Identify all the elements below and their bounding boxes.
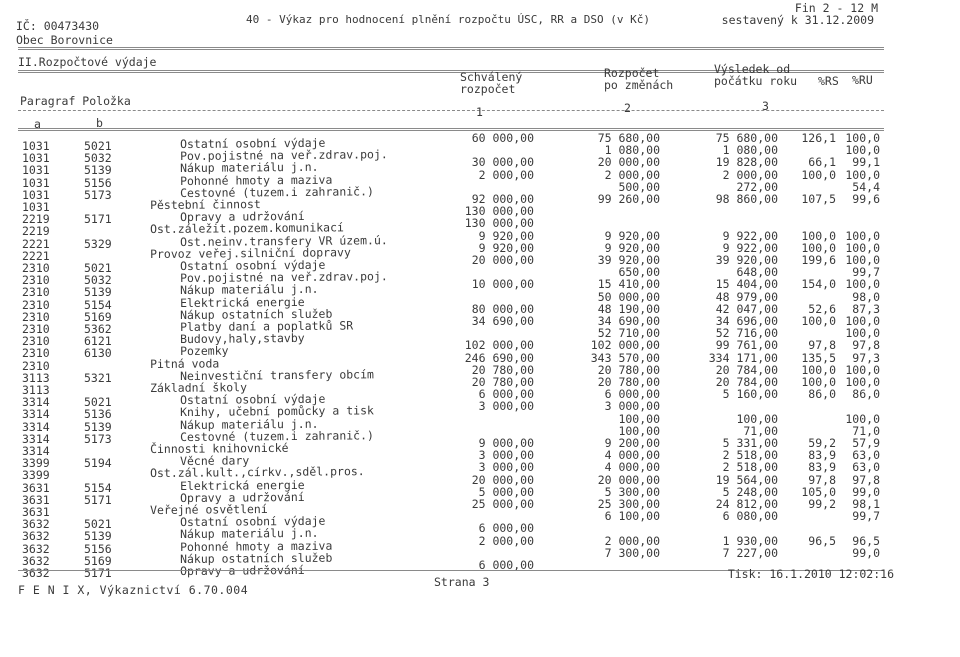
prs-cell: 100,0 [801,375,836,389]
vysledek-cell: 6 080,00 [722,509,778,524]
rozpocet-po-zmenach-cell: 100,00 [618,423,660,438]
pru-cell: 100,0 [845,167,880,182]
pru-cell: 99,6 [852,192,880,206]
polozka-cell: 5032 [84,273,112,288]
rozpocet-po-zmenach-cell: 9 920,00 [604,240,660,255]
polozka-cell: 5194 [84,456,112,471]
paragraf-cell: 2310 [22,346,50,361]
prs-cell: 96,5 [808,533,836,548]
polozka-cell: 6121 [84,334,112,349]
pru-cell: 63,0 [852,460,880,475]
rozpocet-po-zmenach-cell: 1 080,00 [604,143,660,158]
description-cell: Ost.neinv.transfery VR územ.ú. [179,232,388,249]
polozka-cell: 5021 [84,395,112,410]
pru-cell: 97,8 [852,472,880,487]
polozka-cell: 5032 [84,151,112,166]
pru-cell: 86,0 [852,387,880,402]
rozpocet-po-zmenach-cell: 15 410,00 [597,277,660,292]
schvaleny-cell: 9 920,00 [478,228,534,243]
page-number: Strana 3 [434,575,490,589]
prs-cell: 135,5 [801,350,836,365]
polozka-cell: 5154 [84,297,112,312]
col-rozpocet-2: po změnách [604,78,674,92]
pru-cell: 71,0 [852,423,880,438]
pru-cell: 98,1 [852,497,880,511]
prs-cell: 83,9 [808,460,836,475]
col-number-3: 3 [762,99,769,113]
col-rozpocet: Rozpočet [604,66,660,80]
schvaleny-cell: 2 000,00 [478,167,534,182]
prs-cell: 59,2 [808,436,836,450]
vysledek-cell: 5 248,00 [722,484,778,499]
pru-cell: 100,0 [845,253,880,267]
paragraf-cell: 1031 [22,139,50,153]
prs-cell: 107,5 [801,192,836,206]
paragraf-cell: 3632 [22,517,50,532]
description-cell: Ost.záležit.pozem.komunikací [149,220,344,237]
rozpocet-po-zmenach-cell: 2 000,00 [604,167,660,182]
description-cell: Elektrická energie [179,477,305,493]
vysledek-cell: 7 227,00 [722,545,778,560]
paragraf-cell: 3632 [22,566,50,580]
vysledek-cell: 98 860,00 [715,192,778,206]
vysledek-cell: 75 680,00 [715,131,778,145]
description-cell: Opravy a udržování [179,562,305,578]
description-cell: Neinvestiční transfery obcím [179,367,374,383]
pru-cell: 99,7 [852,509,880,524]
schvaleny-cell: 20 000,00 [471,472,534,487]
pru-cell: 100,0 [845,411,880,426]
paragraf-cell: 2310 [22,297,50,312]
prs-cell: 126,1 [801,131,836,145]
rozpocet-po-zmenach-cell: 500,00 [618,179,660,194]
software-version: F E N I X, Výkaznictví 6.70.004 [18,583,249,597]
polozka-cell: 5021 [84,517,112,532]
polozka-cell: 5156 [84,175,112,190]
polozka-cell: 5171 [84,566,112,580]
schvaleny-cell: 20 000,00 [471,253,534,267]
polozka-cell: 5021 [84,261,112,275]
rozpocet-po-zmenach-cell: 343 570,00 [590,350,660,365]
vysledek-cell: 19 564,00 [715,472,778,487]
schvaleny-cell: 6 000,00 [478,558,534,572]
polozka-cell: 5173 [84,187,112,202]
polozka-cell: 5171 [84,212,112,227]
col-paragraf-polozka: Paragraf Položka [20,94,131,108]
col-letter-a: a [34,117,41,131]
prs-cell: 97,8 [808,338,836,353]
pru-cell: 96,5 [852,533,880,548]
paragraf-cell: 3314 [22,407,50,422]
rozpocet-po-zmenach-cell: 20 000,00 [597,472,660,487]
vysledek-cell: 20 784,00 [715,375,778,389]
col-vysledek: Výsledek od [714,62,791,76]
rozpocet-po-zmenach-cell: 20 000,00 [597,155,660,170]
rozpocet-po-zmenach-cell: 48 190,00 [597,301,660,316]
vysledek-cell: 24 812,00 [715,497,778,511]
description-cell: Ostatní osobní výdaje [179,257,326,273]
schvaleny-cell: 60 000,00 [471,131,534,145]
polozka-cell: 5136 [84,407,112,422]
schvaleny-cell: 5 000,00 [478,484,534,499]
description-cell: Ostatní osobní výdaje [179,391,326,408]
polozka-cell: 5329 [84,236,112,251]
prs-cell: 52,6 [808,301,836,316]
vysledek-cell: 20 784,00 [715,362,778,377]
polozka-cell: 5139 [84,163,112,178]
vysledek-cell: 52 716,00 [715,326,778,341]
vysledek-cell: 9 922,00 [722,228,778,243]
pru-cell: 100,0 [845,240,880,255]
polozka-cell: 5321 [84,370,112,385]
rozpocet-po-zmenach-cell: 6 000,00 [604,387,660,402]
rozpocet-po-zmenach-cell: 9 200,00 [604,436,660,450]
polozka-cell: 5173 [84,431,112,446]
pru-cell: 100,0 [845,362,880,377]
vysledek-cell: 1 080,00 [722,143,778,158]
description-cell: Věcné dary [179,453,250,469]
pru-cell: 97,8 [852,338,880,353]
schvaleny-cell: 20 780,00 [471,362,534,377]
vysledek-cell: 42 047,00 [715,301,778,316]
col-schvaleny: Schválený [460,70,523,84]
vysledek-cell: 5 160,00 [722,387,778,402]
paragraf-cell: 1031 [22,151,50,166]
pru-cell: 54,4 [852,179,880,194]
rozpocet-po-zmenach-cell: 100,00 [618,411,660,426]
description-cell: Pitná voda [149,355,220,371]
pru-cell: 99,0 [852,484,880,499]
paragraf-cell: 2310 [22,273,50,288]
paragraf-cell: 3631 [22,492,50,507]
description-cell: Nákup materiálu j.n. [179,416,319,432]
prs-cell: 97,8 [808,472,836,487]
paragraf-cell: 2310 [22,285,50,300]
rozpocet-po-zmenach-cell: 2 000,00 [604,533,660,548]
description-cell: Pozemky [179,343,229,359]
rozpocet-po-zmenach-cell: 75 680,00 [597,131,660,145]
pru-cell: 57,9 [852,436,880,450]
vysledek-cell: 34 696,00 [715,314,778,328]
header-rule [18,47,884,50]
rozpocet-po-zmenach-cell: 6 100,00 [604,509,660,524]
schvaleny-cell: 102 000,00 [464,338,534,353]
paragraf-cell: 1031 [22,175,50,190]
prs-cell: 154,0 [801,277,836,292]
paragraf-cell: 1031 [22,187,50,202]
vysledek-cell: 5 331,00 [722,436,778,450]
rozpocet-po-zmenach-cell: 3 000,00 [604,399,660,414]
schvaleny-cell: 10 000,00 [471,277,534,292]
polozka-cell: 5169 [84,553,112,568]
pru-cell: 100,0 [845,277,880,292]
schvaleny-cell: 6 000,00 [478,521,534,536]
polozka-cell: 5139 [84,419,112,434]
paragraf-cell: 3314 [22,395,50,410]
ico: IČ: 00473430 [16,19,100,33]
description-cell: Nákup materiálu j.n. [179,282,319,298]
schvaleny-cell: 25 000,00 [471,497,534,511]
prs-cell: 100,0 [801,314,836,328]
paragraf-cell: 2310 [22,261,50,275]
schvaleny-cell: 34 690,00 [471,314,534,328]
polozka-cell: 5171 [84,492,112,507]
pru-cell: 100,0 [845,131,880,145]
pru-cell: 97,3 [852,350,880,365]
description-cell: Pohonné hmoty a maziva [179,538,333,554]
schvaleny-cell: 6 000,00 [478,387,534,402]
paragraf-cell: 3632 [22,553,50,568]
paragraf-cell: 2221 [22,236,50,251]
print-timestamp: Tisk: 16.1.2010 12:02:16 [727,567,894,581]
description-cell: Ostatní osobní výdaje [179,513,326,530]
pru-cell: 99,0 [852,545,880,560]
rozpocet-po-zmenach-cell: 20 780,00 [597,362,660,377]
description-cell: Cestovné (tuzem.i zahranič.) [179,184,374,200]
schvaleny-cell: 130 000,00 [464,216,534,231]
polozka-cell: 5156 [84,541,112,556]
paragraf-cell: 1031 [22,200,50,214]
rozpocet-po-zmenach-cell: 4 000,00 [604,448,660,463]
vysledek-cell: 9 922,00 [722,240,778,255]
description-cell: Nákup materiálu j.n. [179,526,319,542]
rozpocet-po-zmenach-cell: 102 000,00 [590,338,660,353]
column-header-rule [18,110,884,111]
col-pru: %RU [852,73,873,87]
paragraf-cell: 3113 [22,383,50,397]
paragraf-cell: 1031 [22,163,50,178]
vysledek-cell: 1 930,00 [722,533,778,548]
paragraf-cell: 2310 [22,334,50,349]
schvaleny-cell: 2 000,00 [478,533,534,548]
description-cell: Pěstební činnost [149,197,261,212]
col-number-1: 1 [476,105,483,119]
description-cell: Základní školy [149,380,248,395]
pru-cell: 100,0 [845,375,880,389]
vysledek-cell: 2 000,00 [722,167,778,182]
prs-cell: 66,1 [808,155,836,170]
polozka-cell: 5169 [84,309,112,324]
polozka-cell: 5139 [84,529,112,544]
section-title: II.Rozpočtové výdaje [18,55,157,69]
schvaleny-cell: 246 690,00 [464,350,534,365]
description-cell: Opravy a udržování [179,489,305,505]
rozpocet-po-zmenach-cell: 50 000,00 [597,289,660,304]
paragraf-cell: 3314 [22,444,50,458]
col-vysledek-2: počátku roku [714,74,798,88]
description-cell: Opravy a udržování [179,209,305,225]
schvaleny-cell: 3 000,00 [478,448,534,463]
prs-cell: 99,2 [808,497,836,511]
paragraf-cell: 3314 [22,431,50,446]
pru-cell: 100,0 [845,143,880,158]
pru-cell: 99,7 [852,265,880,280]
rozpocet-po-zmenach-cell: 5 300,00 [604,484,660,499]
prs-cell: 100,0 [801,167,836,182]
description-cell: Pov.pojistné na veř.zdrav.poj. [179,269,388,286]
pru-cell: 98,0 [852,289,880,304]
description-cell: Nákup materiálu j.n. [179,160,319,176]
description-cell: Nákup ostatních služeb [179,550,333,566]
paragraf-cell: 3631 [22,505,50,519]
prs-cell: 100,0 [801,362,836,377]
schvaleny-cell: 20 780,00 [471,375,534,389]
col-prs: %RS [818,74,839,88]
paragraf-cell: 3113 [22,370,50,385]
prs-cell: 105,0 [801,484,836,499]
prs-cell: 199,6 [801,253,836,267]
rozpocet-po-zmenach-cell: 52 710,00 [597,326,660,341]
description-cell: Pov.pojistné na veř.zdrav.poj. [179,147,388,164]
pru-cell: 99,1 [852,155,880,170]
organization-name: Obec Borovnice [16,33,113,47]
paragraf-cell: 2310 [22,322,50,336]
polozka-cell: 5154 [84,480,112,495]
paragraf-cell: 2221 [22,248,50,263]
paragraf-cell: 3631 [22,480,50,495]
description-cell: Budovy,haly,stavby [179,331,305,347]
paragraf-cell: 2219 [22,212,50,227]
schvaleny-cell: 9 920,00 [478,240,534,255]
schvaleny-cell: 130 000,00 [464,204,534,219]
description-cell: Provoz veřej.silniční dopravy [149,245,351,261]
schvaleny-cell: 9 000,00 [478,436,534,450]
vysledek-cell: 19 828,00 [715,155,778,170]
col-number-2: 2 [624,101,631,115]
schvaleny-cell: 30 000,00 [471,155,534,170]
rozpocet-po-zmenach-cell: 9 920,00 [604,228,660,243]
rozpocet-po-zmenach-cell: 7 300,00 [604,545,660,560]
pru-cell: 100,0 [845,326,880,341]
description-cell: Veřejné osvětlení [149,501,268,517]
description-cell: Ostatní osobní výdaje [179,135,326,151]
pru-cell: 100,0 [845,314,880,328]
description-cell: Cestovné (tuzem.i zahranič.) [179,428,374,444]
description-cell: Nákup ostatních služeb [179,306,333,322]
schvaleny-cell: 3 000,00 [478,460,534,475]
pru-cell: 87,3 [852,301,880,316]
report-title: 40 - Výkaz pro hodnocení plnění rozpočtu ÚSC, RR a DSO (v Kč) [246,13,650,26]
vysledek-cell: 99 761,00 [715,338,778,353]
vysledek-cell: 71,00 [743,423,778,438]
polozka-cell: 5139 [84,285,112,300]
description-cell: Knihy, učební pomůcky a tisk [179,403,374,420]
rozpocet-po-zmenach-cell: 34 690,00 [597,314,660,328]
vysledek-cell: 39 920,00 [715,253,778,267]
vysledek-cell: 2 518,00 [722,448,778,463]
rozpocet-po-zmenach-cell: 20 780,00 [597,375,660,389]
vysledek-cell: 15 404,00 [715,277,778,292]
description-cell: Platby daní a poplatků SR [179,318,354,334]
vysledek-cell: 272,00 [736,179,778,194]
rozpocet-po-zmenach-cell: 650,00 [618,265,660,280]
vysledek-cell: 648,00 [736,265,778,280]
paragraf-cell: 2219 [22,224,50,239]
paragraf-cell: 2310 [22,309,50,324]
col-letter-b: b [96,116,103,130]
form-code: Fin 2 - 12 M [794,1,878,15]
paragraf-cell: 3399 [22,468,50,483]
schvaleny-cell: 3 000,00 [478,399,534,414]
paragraf-cell: 3632 [22,529,50,544]
pru-cell: 100,0 [845,228,880,243]
prs-cell: 83,9 [808,448,836,463]
prs-cell: 100,0 [801,240,836,255]
polozka-cell: 6130 [84,346,112,361]
prs-cell: 86,0 [808,387,836,402]
schvaleny-cell: 80 000,00 [471,301,534,316]
description-cell: Ost.zál.kult.,církv.,sděl.pros. [149,464,365,481]
rozpocet-po-zmenach-cell: 4 000,00 [604,460,660,475]
col-schvaleny-2: rozpočet [460,82,516,96]
paragraf-cell: 3632 [22,541,50,556]
paragraf-cell: 3399 [22,456,50,471]
report-date: sestavený k 31.12.2009 [721,13,874,27]
polozka-cell: 5362 [84,322,112,336]
prs-cell: 100,0 [801,228,836,243]
description-cell: Pohonné hmoty a maziva [179,172,333,188]
description-cell: Elektrická energie [179,294,305,310]
description-cell: Činnosti knihovnické [149,440,289,456]
rozpocet-po-zmenach-cell: 99 260,00 [597,192,660,206]
rozpocet-po-zmenach-cell: 39 920,00 [597,253,660,267]
pru-cell: 63,0 [852,448,880,463]
paragraf-cell: 3314 [22,419,50,434]
vysledek-cell: 2 518,00 [722,460,778,475]
vysledek-cell: 100,00 [736,411,778,426]
rozpocet-po-zmenach-cell: 25 300,00 [597,497,660,511]
vysledek-cell: 48 979,00 [715,289,778,304]
polozka-cell: 5021 [84,139,112,153]
paragraf-cell: 2310 [22,358,50,373]
vysledek-cell: 334 171,00 [708,350,778,365]
schvaleny-cell: 92 000,00 [471,192,534,206]
